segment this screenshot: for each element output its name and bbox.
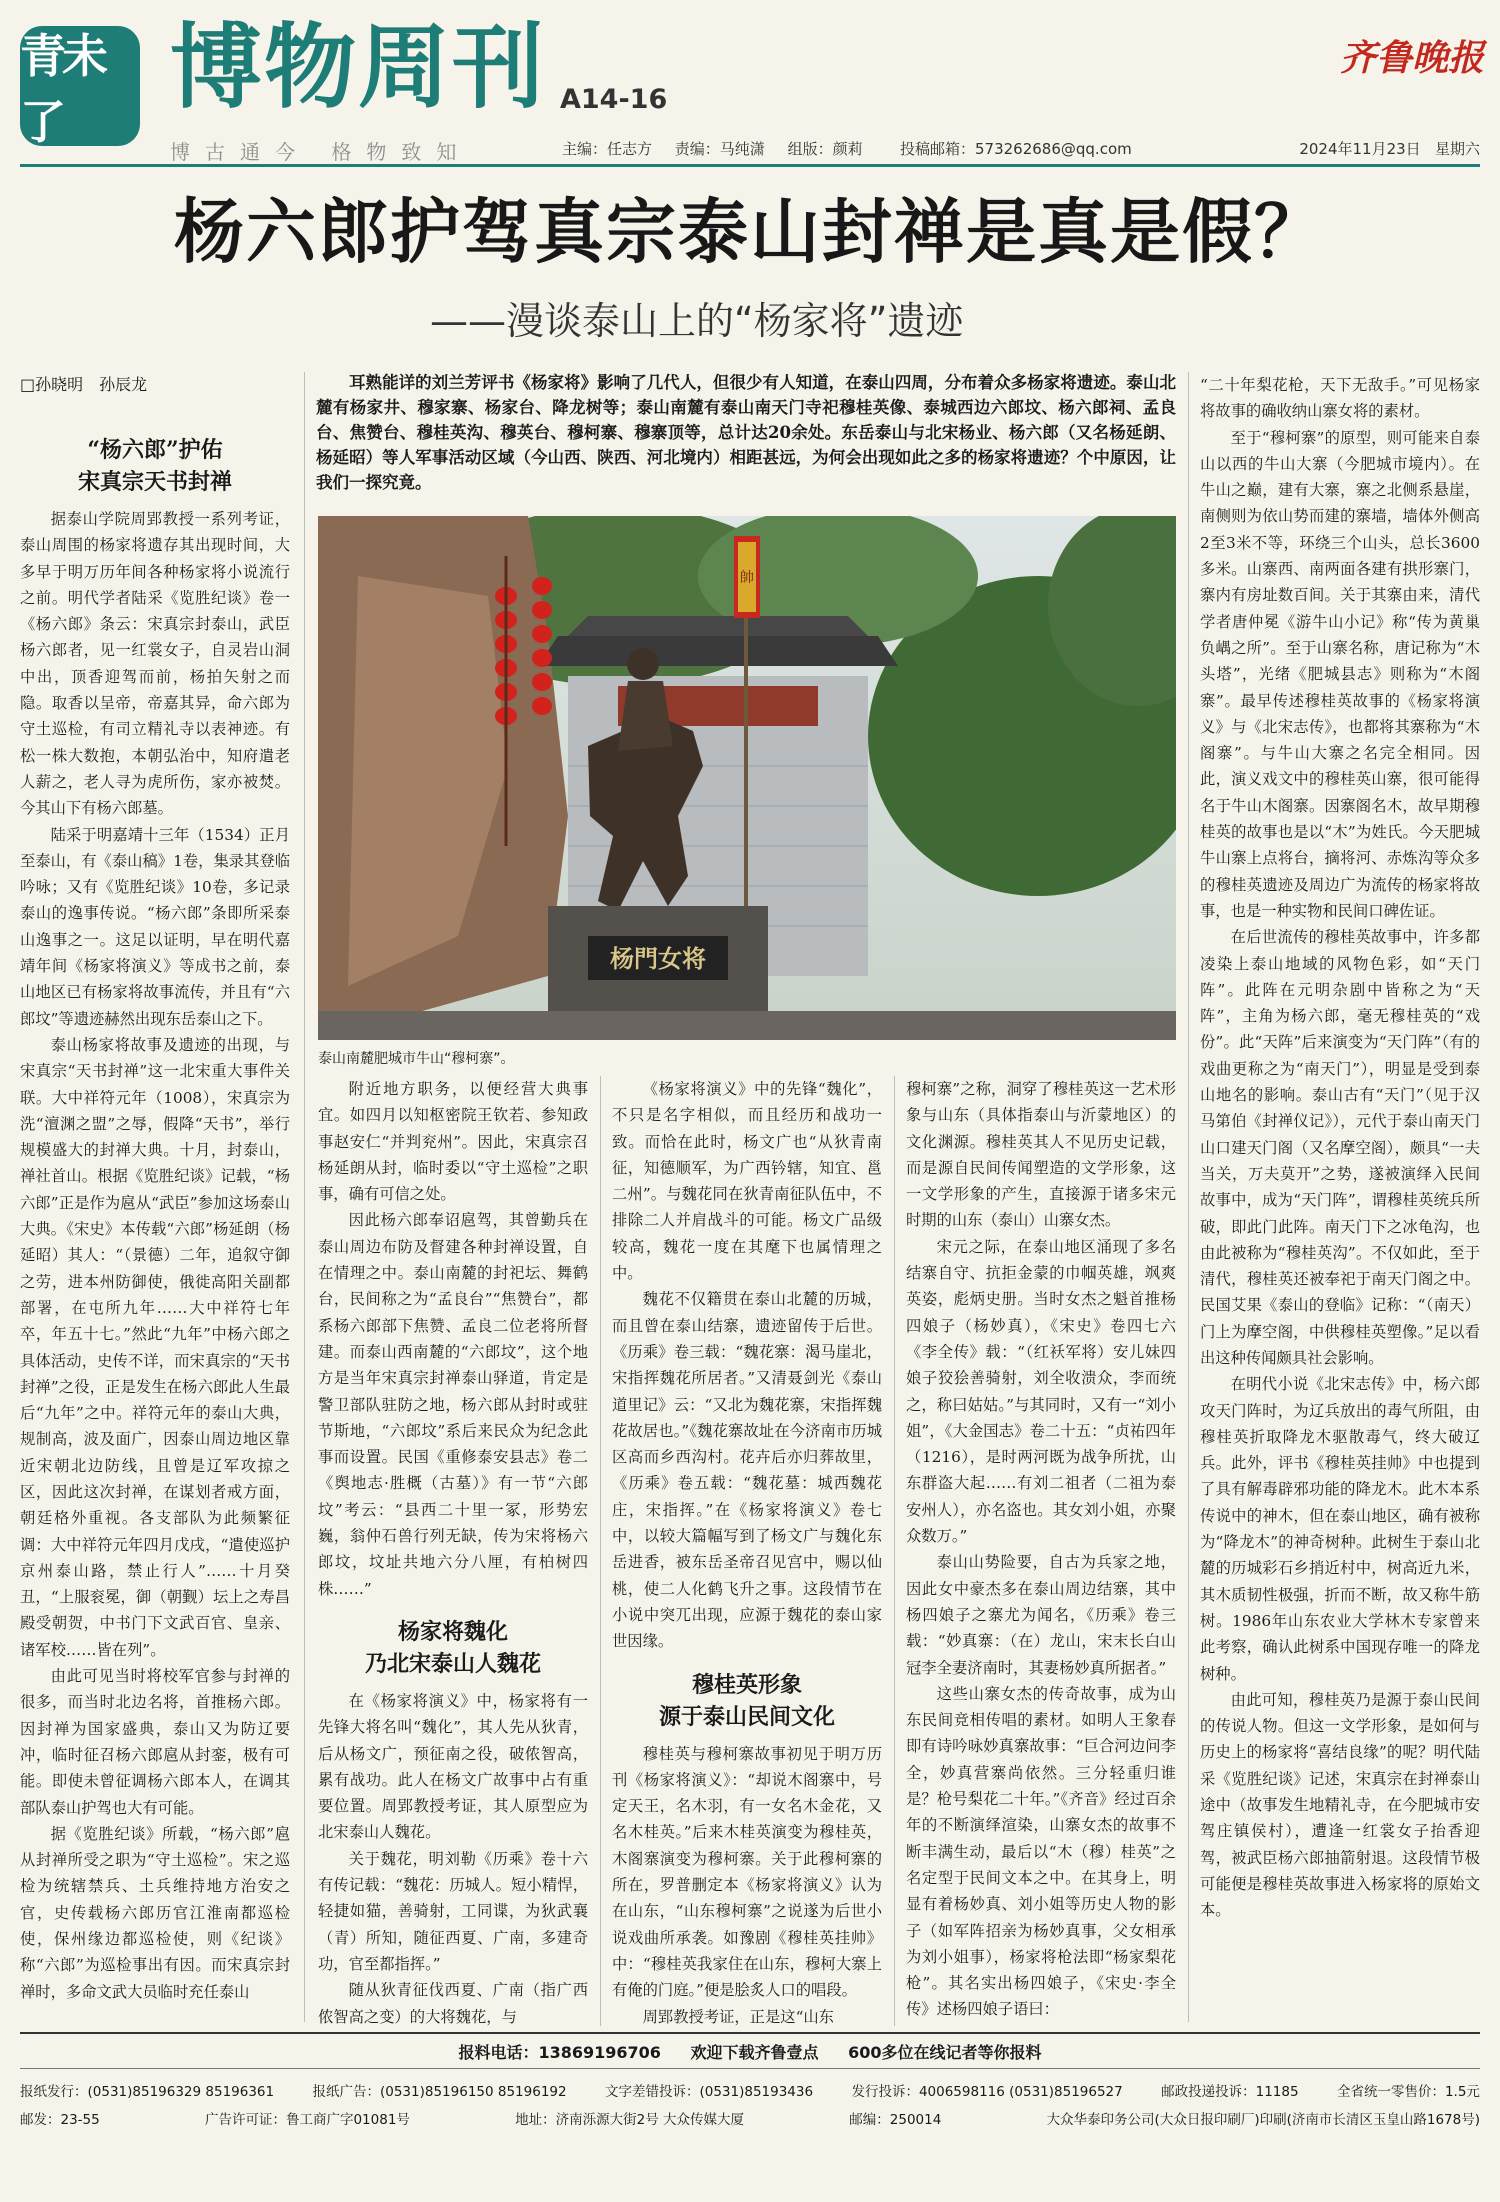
supplement-title: 博物周刊 <box>170 14 547 121</box>
motto: 博古通今 格物致知 <box>170 140 472 164</box>
footer-item: 广告许可证：鲁工商广字01081号 <box>204 2112 410 2128</box>
footer-item: 大众华泰印务公司(大众日报印刷厂)印刷(济南市长清区玉皇山路1678号) <box>1046 2112 1480 2128</box>
flag-glyph: 帥 <box>740 570 754 586</box>
layout-editor: 组版：颜莉 <box>787 140 863 158</box>
paragraph: 关于魏花，明刘勒《历乘》卷十六有传记载：“魏花：历城人。短小精悍，轻捷如猫，善骑射，工同谍，为狄武襄（青）所知，随征西夏、广南，多建奇功，官至都指挥。” <box>318 1849 588 1973</box>
paragraph: 在明代小说《北宋志传》中，杨六郎攻天门阵时，为辽兵放出的毒气所阻，由穆桂英折取降龙木驱散毒气，终大破辽兵。此外，评书《穆桂英挂帅》中也提到了具有解毒辟邪功能的降龙木。此木本系传说中的神木，但在泰山地区，确有被称为“降龙木”的神奇树种。此树生于泰山北麓的历城彩石乡捎近村中，树高近九米，其木质韧性极强，折而不断，故又称牛筋树。1986年山东农业大学林木专家曾来此考察，确认此树系中国现存唯一的降龙树种。 <box>1200 1375 1480 1683</box>
byline: □孙晓明 孙辰龙 <box>20 375 148 394</box>
paragraph: 泰山山势险要，自古为兵家之地，因此女中豪杰多在泰山周边结寨，其中杨四娘子之寨尤为闻名，《历乘》卷三载：“妙真寨：（在）龙山，宋末长白山冠李全妻济南时，其妻杨妙真所据者。” <box>906 1553 1176 1677</box>
section-3-title-line2: 源于泰山民间文化 <box>658 1703 835 1730</box>
paragraph: 据《览胜纪谈》所载，“杨六郎”扈从封禅所受之职为“守土巡检”。宋之巡检为统辖禁兵、土兵维持地方治安之官，史传载杨六郎历官江淮南都巡检使，保州缘边都巡检使，则《纪谈》称“六郎”为巡检事出有因。而宋真宗封禅时，多命文武大员临时充任泰山 <box>20 1824 290 2001</box>
footer-contacts <box>20 2080 1480 2100</box>
footer-divider <box>20 2032 1480 2034</box>
paragraph: 在《杨家将演义》中，杨家将有一先锋大将名叫“魏化”，其人先从狄青，后从杨文广，预征南之役，破侬智高，累有战功。此人在杨文广故事中占有重要位置。周郢教授考证，其人原型应为北宋泰山人魏花。 <box>318 1691 588 1842</box>
footer-item: 全省统一零售价：1.5元 <box>1336 2084 1480 2100</box>
news-hotline <box>20 2040 1480 2063</box>
hotline-phone: 报料电话：13869196706 <box>458 2043 661 2062</box>
paragraph: 穆桂英与穆柯寨故事初见于明万历刊《杨家将演义》：“却说木阁寨中，号定天王，名木羽，有一女名木金花，又名木桂英。”后来木桂英演变为穆桂英，木阁寨演变为穆柯寨。关于此穆柯寨的所在，罗普删定本《杨家将演义》认为在山东，“山东穆柯寨”之说遂为后世小说戏曲所承袭。如豫剧《穆桂英挂帅》中：“穆桂英我家住在山东，穆柯大寨上有俺的门庭。”便是脍炙人口的唱段。 <box>612 1744 882 2000</box>
section-1-title-line1: “杨六郎”护佑 <box>87 437 223 463</box>
paragraph: 在后世流传的穆桂英故事中，许多都凌染上泰山地域的风物色彩，如“天门阵”。此阵在元明杂剧中皆称之为“天阵”，主角为杨六郎，毫无穆桂英的“戏份”。此“天阵”后来演变为“天门阵”（有的戏曲更称之为“南天门”），明显是受到泰山地名的影响。泰山古有“天门”（见于汉马第伯《封禅仪记》），元代于泰山南天门山口建天门阁（又名摩空阁），颇具“一夫当关，万夫莫开”之势，遂被演绎入民间故事中，成为“天门阵”，谓穆桂英统兵所破，即此门此阵。南天门下之冰龟沟，也由此被称为“穆桂英沟”。不仅如此，至于清代，穆桂英还被奉祀于南天门阁之中。民国艾果《泰山的登临》记称：“（南天）门上为摩空阁，中供穆桂英塑像。”足以看出这种传闻颇具社会影响。 <box>1200 928 1480 1367</box>
column-5 <box>1200 372 1480 2022</box>
column-2 <box>318 1076 588 2026</box>
column-3 <box>612 1076 882 2026</box>
column-divider <box>600 1076 601 2026</box>
date-text: 2024年11月23日 <box>1299 140 1421 158</box>
paragraph: 《杨家将演义》中的先锋“魏化”，不只是名字相似，而且经历和战功一致。而恰在此时，杨文广也“从狄青南征，知德顺军，为广西钤辖，知宜、邕二州”。与魏花同在狄青南征队伍中，不排除二人并肩战斗的可能。杨文广品级较高，魏花一度在其麾下也属情理之中。 <box>612 1080 882 1283</box>
footer-item: 邮政投递投诉：11185 <box>1161 2084 1299 2100</box>
footer-imprint <box>20 2108 1480 2128</box>
footer-item: 发行投诉：4006598116 (0531)85196527 <box>851 2084 1123 2100</box>
brand-logo: 青未了 <box>20 26 140 146</box>
paragraph: 穆柯寨”之称，洞穿了穆桂英这一艺术形象与山东（具体指泰山与沂蒙地区）的文化渊源。穆桂英其人不见历史记载，而是源自民间传闻塑造的文学形象，这一文学形象的产生，直接源于诸多宋元时期的山东（泰山）山寨女杰。 <box>906 1080 1176 1230</box>
footer-item: 报纸广告：(0531)85196150 85196192 <box>312 2084 567 2100</box>
column-divider <box>304 372 305 2022</box>
paragraph: 因此杨六郎奉诏扈驾，其曾勤兵在泰山周边布防及督建各种封禅设置，自在情理之中。泰山南麓的封祀坛、舞鹤台，民间称之为“孟良台”“焦赞台”，都系杨六郎部下焦赞、孟良二位老将所督建。而泰山西南麓的“六郎坟”，这个地方是当年宋真宗封禅泰山驿道，肯定是警卫部队驻防之地，杨六郎从封时或驻节斯地，“六郎坟”系后来民众为纪念此事而设置。民国《重修泰安县志》卷二《舆地志·胜概（古墓）》有一节“六郎坟”考云：“县西二十里一冢，形势宏巍，翁仲石兽行列无缺，传为宋将杨六郎坟，坟址共地六分八厘，有柏树四株……” <box>318 1211 588 1598</box>
paragraph: 陆采于明嘉靖十三年（1534）正月至泰山，有《泰山稿》1卷，集录其登临吟咏；又有《览胜纪谈》10卷，多记录泰山的逸事传说。“杨六郎”条即所采泰山逸事之一。这足以证明，早在明代嘉靖年间《杨家将演义》等成书之前，泰山地区已有杨家将故事流传，并且有“六郎坟”等遗迹赫然出现东岳泰山之下。 <box>20 825 290 1028</box>
paragraph: 由此可见当时将校军官参与封禅的很多，而当时北边名将，首推杨六郎。因封禅为国家盛典，泰山又为防辽要冲，临时征召杨六郎扈从封銮，极有可能。即使未曾征调杨六郎本人，在调其部队泰山护驾也大有可能。 <box>20 1667 290 1817</box>
section-3-title-line1: 穆桂英形象 <box>691 1671 802 1698</box>
submission-email: 投稿邮箱：573262686@qq.com <box>900 140 1132 158</box>
page-number: A14-16 <box>560 84 668 115</box>
paragraph: 随从狄青征伐西夏、广南（指广西侬智高之变）的大将魏花，与 <box>318 1981 588 2026</box>
column-divider <box>894 1076 895 2026</box>
paragraph: 魏花不仅籍贯在泰山北麓的历城，而且曾在泰山结寨，遗迹留传于后世。《历乘》卷三载：“魏花寨：渴马崖北，宋指挥魏花所居者。”又清聂剑光《泰山道里记》云：“又北为魏花寨，宋指挥魏花故居也。”《魏花寨故址在今济南市历城区高而乡西沟村。花卉后亦归葬故里，《历乘》卷五载：“魏花墓：城西魏花庄，宋指挥。”在《杨家将演义》卷七中，以较大篇幅写到了杨文广与魏化东岳进香，被东岳圣帝召见宫中，赐以仙桃，使二人化鹤飞升之事。这段情节在小说中突兀出现，应源于魏花的泰山家世因缘。 <box>612 1290 882 1651</box>
footer-item: 文字差错投诉：(0531)85193436 <box>604 2084 814 2100</box>
newspaper-brand: 齐鲁晚报 <box>1339 37 1484 79</box>
footer-item: 邮编：250014 <box>849 2112 942 2128</box>
paragraph: 泰山杨家将故事及遗迹的出现，与宋真宗“天书封禅”这一北宋重大事件关联。大中祥符元年（1008），宋真宗为洗“澶渊之盟”之辱，假降“天书”，举行规模盛大的封禅大典。十月，封泰山，禅社首山。根据《览胜纪谈》记载，“杨六郎”正是作为扈从“武臣”参加这场泰山大典。《宋史》本传载“六郎”杨延朗（杨延昭）其人：“（景德）二年，追叙守御之劳，进本州防御使，俄徙高阳关副都部署，在屯所九年……大中祥符七年卒，年五十七。”然此“九年”中杨六郎之具体活动，史传不详，而宋真宗的“天书封禅”之役，正是发生在杨六郎此人生最后“九年”之中。祥符元年的泰山大典，规制高，波及面广，因泰山周边地区靠近宋朝北边防线，且曾是辽军攻掠之区，因此这次封禅，在谋划者戒方面，朝廷格外重视。各支部队为此频繁征调：大中祥符元年四月戊戌，“遣使巡护京州泰山路，禁止行人”……十月癸丑，“上服衮冕，御（朝觐）坛上之寿昌殿受朝贺，中书门下文武百官、皇亲、诸军校……皆在列”。 <box>20 1035 290 1659</box>
paragraph: “二十年梨花枪，天下无敌手。”可见杨家将故事的确收纳山寨女将的素材。 <box>1200 376 1480 421</box>
reporters-note: 600多位在线记者等你报料 <box>848 2043 1042 2062</box>
section-2-title-line2: 乃北宋泰山人魏花 <box>364 1650 541 1677</box>
paragraph: 至于“穆柯寨”的原型，则可能来自泰山以西的牛山大寨（今肥城市境内）。在牛山之巅，建有大寨，寨之北侧系悬崖，南侧则为依山势而建的寨墙，墙体外侧高2至3米不等，环绕三个山头，总长3600多米。山寨西、南两面各建有拱形寨门，寨内有房址数百间。关于其寨由来，清代学者唐仲冕《游牛山小记》称“传为黄巢负嵎之所”。至于山寨名称，唐记称为“木头塔”，光绪《肥城县志》则称为“木阁寨”。最早传述穆桂英故事的《杨家将演义》与《北宋志传》，也都将其寨称为“木阁寨”。与牛山大寨之名完全相同。因此，演义戏文中的穆桂英山寨，很可能得名于牛山木阁寨。因寨阁名木，故早期穆桂英的故事也是以“木”为姓氏。今天肥城牛山寨上点将台，摘将河、赤炼沟等众多的穆桂英遗迹及周边广为流传的杨家将故事，也是一种实物和民间口碑佐证。 <box>1200 428 1480 920</box>
paragraph: 周郢教授考证，正是这“山东 <box>642 2007 834 2026</box>
paragraph: 附近地方职务，以便经营大典事宜。如四月以知枢密院王钦若、参知政事赵安仁“并判兖州”。因此，宋真宗召杨延朗从封，临时委以“守土巡检”之职事，确有可信之处。 <box>318 1080 588 1204</box>
section-1-title-line2: 宋真宗天书封禅 <box>77 469 232 495</box>
column-4 <box>906 1076 1176 2026</box>
footer-thin-divider <box>20 2068 1480 2069</box>
paragraph: 宋元之际，在泰山地区涌现了多名结寨自守、抗拒金蒙的巾帼英雄，飒爽英姿，彪炳史册。当时女杰之魁首推杨四娘子（杨妙真），《宋史》卷四七六《李全传》载：“（红袄军将）安儿妹四娘子狡狯善骑射，刘全收溃众，李而统之，称曰姑姑。”与其同时，又有一“刘小姐”，《大金国志》卷二十五：“贞祐四年（1216），是时两河既为战争所扰，山东群盗大起……有刘二祖者（二祖为泰安州人），亦名盗也。其女刘小姐，亦聚众数万。” <box>906 1237 1176 1546</box>
photo-mukezhai-statue <box>318 516 1176 1040</box>
editorial-credits <box>562 138 881 159</box>
chief-editor: 主编：任志方 <box>562 140 653 158</box>
paragraph: 由此可知，穆桂英乃是源于泰山民间的传说人物。但这一文学形象，是如何与历史上的杨家将“喜结良缘”的呢？明代陆采《览胜纪谈》记述，宋真宗在封禅泰山途中（故事发生地精礼寺，在今肥城市安驾庄镇侯村），遭逢一红裳女子抬香迎驾，被武臣杨六郎抽箭射退。这段情节极可能便是穆桂英故事进入杨家将的原始文本。 <box>1200 1690 1480 1920</box>
responsible-editor: 责编：马纯潇 <box>674 140 765 158</box>
footer-item: 邮发：23-55 <box>20 2112 100 2128</box>
paragraph: 据泰山学院周郢教授一系列考证，泰山周围的杨家将遗存其出现时间，大多早于明万历年间各种杨家将小说流行之前。明代学者陆采《览胜纪谈》卷一《杨六郎》条云：宋真宗封泰山，武臣杨六郎者，见一红裳女子，自灵岩山洞中出，顶香迎驾而前，杨拍矢射之而隐。取香以呈帝，帝嘉其异，命六郎为守土巡检，有司立精礼寺以表神迹。有松一株大数抱，本朝弘治中，知府遣老人薪之，老人寻为虎所伤，家亦被焚。今其山下有杨六郎墓。 <box>20 510 290 818</box>
intro-paragraph: 耳熟能详的刘兰芳评书《杨家将》影响了几代人，但很少有人知道，在泰山四周，分布着众多杨家将遗迹。泰山北麓有杨家井、穆家寨、杨家台、降龙树等；泰山南麓有泰山南天门寺祀穆桂英像、泰城西边六郎坟、杨六郎祠、孟良台、焦赞台、穆桂英沟、穆英台、穆柯寨、穆寨顶等，总计达20余处。东岳泰山与北宋杨业、杨六郎（又名杨延朗、杨延昭）等人军事活动区域（今山西、陕西、河北境内）相距甚远，为何会出现如此之多的杨家将遗迹？个中原因，让我们一探究竟。 <box>316 373 1176 492</box>
headline: 杨六郎护驾真宗泰山封禅是真是假？ <box>174 190 1326 273</box>
footer-item: 报纸发行：(0531)85196329 85196361 <box>20 2084 275 2100</box>
masthead-divider <box>20 164 1480 167</box>
app-download: 欢迎下载齐鲁壹点 <box>690 2043 819 2062</box>
column-divider <box>1188 372 1189 2022</box>
intro-lead <box>316 370 1176 495</box>
paragraph: 这些山寨女杰的传奇故事，成为山东民间竞相传唱的素材。如明人王象春即有诗吟咏妙真寨故事：“巨合河边问李全，妙真营寨尚依然。三分轻重归谁是？枪号梨花二十年。”《齐音》经过百余年的不断演绎渲染，山寨女杰的故事不断丰满生动，最后以“木（穆）桂英”之名定型于民间文本之中。在其身上，明显有着杨妙真、刘小姐等历史人物的影子（如军阵招亲为杨妙真事，父女相承为刘小姐事），杨家将枪法即“杨家梨花枪”。其名实出杨四娘子，《宋史·李全传》述杨四娘子语曰： <box>906 1684 1176 2019</box>
footer-item: 地址：济南泺源大街2号 大众传媒大厦 <box>515 2112 745 2128</box>
publication-date <box>1299 138 1480 159</box>
subheadline: ——漫谈泰山上的“杨家将”遗迹 <box>430 299 964 343</box>
weekday-text: 星期六 <box>1434 140 1480 158</box>
column-1 <box>20 434 290 2024</box>
plaque-text: 杨門女将 <box>610 944 706 973</box>
section-2-title-line1: 杨家将魏化 <box>397 1618 508 1645</box>
photo-caption: 泰山南麓肥城市牛山“穆柯寨”。 <box>318 1051 515 1067</box>
